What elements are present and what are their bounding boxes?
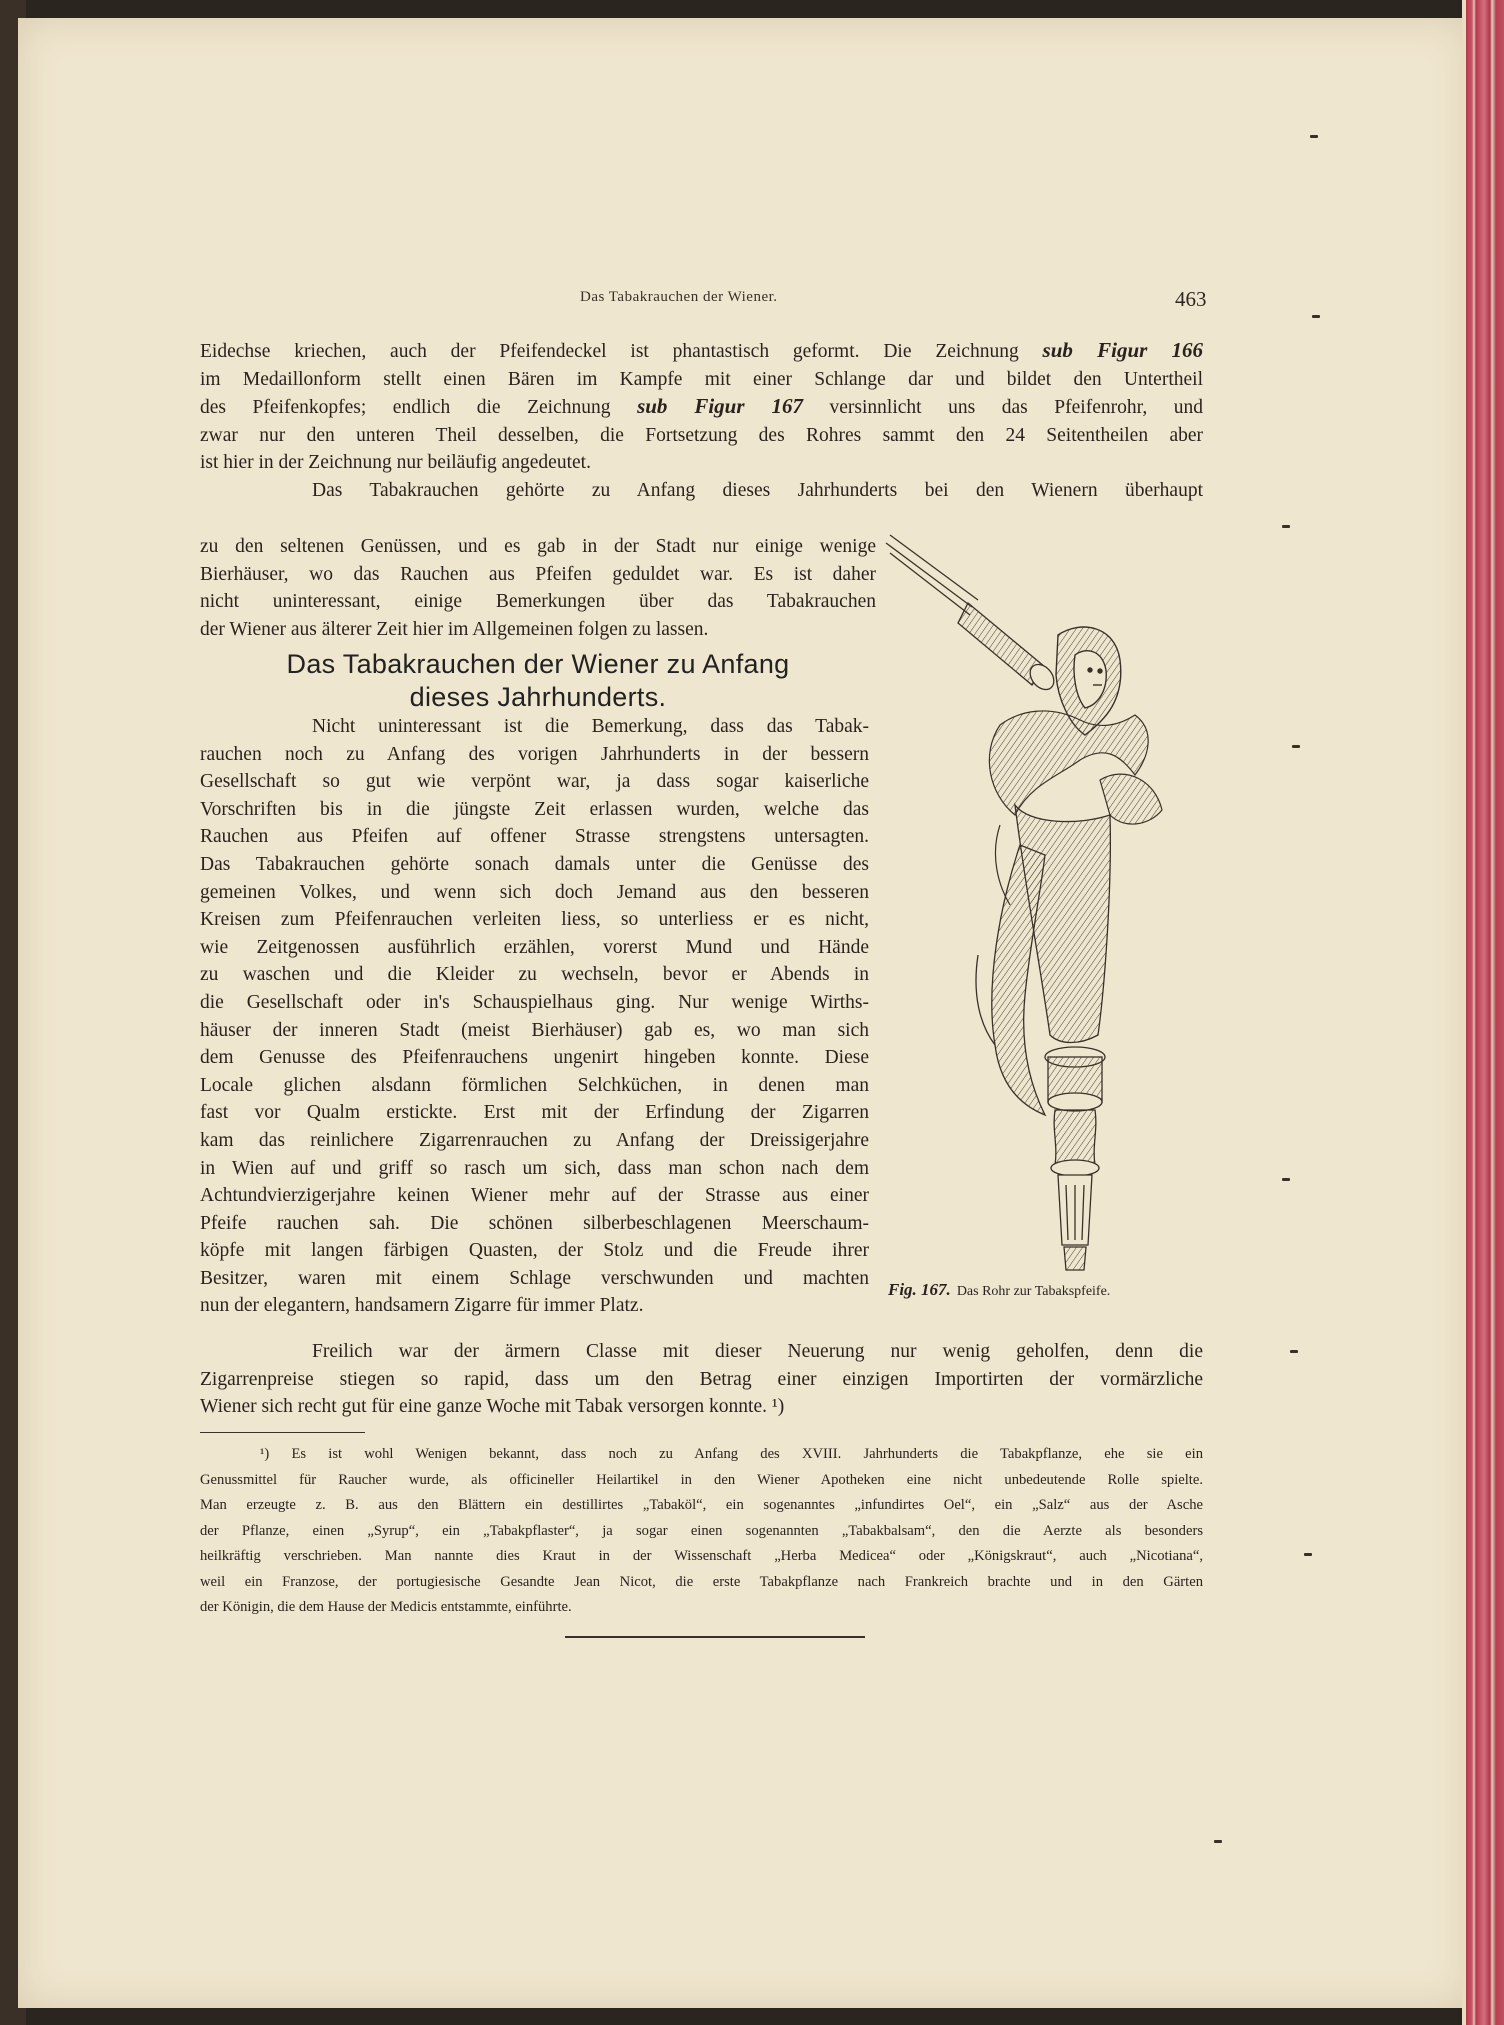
running-head: Das Tabakrauchen der Wiener. [580,289,778,305]
end-rule [565,1636,865,1638]
paragraph-4 [200,1338,1203,1421]
speck [1292,745,1300,748]
text-line: nicht uninteressant, einige Bemerkungen über das Tabakrauchen [200,591,876,613]
text-run: des Pfeifenkopfes; endlich die Zeichnung [200,397,638,419]
heading-line: Das Tabakrauchen der Wiener zu Anfang [286,649,790,679]
text-line: Vorschriften bis in die jüngste Zeit erlassen wurden, welche das [200,798,869,820]
footnote [200,1442,1203,1621]
text-line: Das Tabakrauchen gehörte sonach damals unter die Genüsse des [200,853,869,875]
speck [1282,525,1290,528]
paragraph-1 [200,337,1203,477]
section-heading [200,648,876,714]
paragraph-2-first-line [200,477,1203,505]
footnote-line: weil ein Franzose, der portugiesische Gesandte Jean Nicot, die erste Tabakpflanze nach Frankreich brachte und in den Gärten [200,1573,1203,1590]
text-line: zu waschen und die Kleider zu wechseln, bevor er Abends in [200,964,869,986]
footnote-line: der Pflanze, einen „Syrup“, ein „Tabakpflaster“, ja sogar einen sogenannten „Tabakbalsam“, den die Aerzte als besonders [200,1522,1203,1539]
text-line: Kreisen zum Pfeifenrauchen verleiten liess, so unterliess er es nicht, [200,909,869,931]
text-line: rauchen noch zu Anfang des vorigen Jahrhunderts in der bessern [200,743,869,765]
text-line: gemeinen Volkes, und wenn sich doch Jemand aus den besseren [200,881,869,903]
caption-text: Das Rohr zur Tabakspfeife. [956,1284,1111,1299]
speck [1310,135,1318,138]
text-line: kam das reinlichere Zigarrenrauchen zu Anfang der Dreissigerjahre [200,1129,869,1151]
text-line: Locale glichen alsdann förmlichen Selchküchen, in denen man [200,1074,869,1096]
text-line: Zigarrenpreise stiegen so rapid, dass um den Betrag einer einzigen Importirten der vormärzliche [200,1368,1203,1390]
text-line: häuser der inneren Stadt (meist Bierhäuser) gab es, wo man sich [200,1019,869,1041]
figure-reference: sub Figur 167 [637,394,803,419]
text-line: Gesellschaft so gut wie verpönt war, ja dass sogar kaiserliche [200,771,869,793]
paragraph-3 [200,713,869,1320]
figure-reference: sub Figur 166 [1042,338,1203,362]
text-line: der Wiener aus älterer Zeit hier im Allgemeinen folgen zu lassen. [200,618,709,640]
text-line: nun der elegantern, handsamern Zigarre für immer Platz. [200,1295,644,1317]
text-line: Wiener sich recht gut für eine ganze Woche mit Tabak versorgen konnte. ¹) [200,1396,785,1418]
speck [1304,1553,1312,1556]
footnote-line: der Königin, die dem Hause der Medicis entstammte, einführte. [200,1599,572,1615]
speck [1290,1350,1298,1353]
text-line: zwar nur den unteren Theil desselben, die Fortsetzung des Rohres sammt den 24 Seitentheilen aber [200,424,1203,446]
text-line: köpfe mit langen färbigen Quasten, der Stolz und die Freude ihrer [200,1240,869,1262]
figure-label: Fig. 167. [888,1280,951,1299]
speck [1312,315,1320,318]
footnote-line: ¹) Es ist wohl Wenigen bekannt, dass noch zu Anfang des XVIII. Jahrhunderts die Tabakpflanze, ehe sie ein [260,1446,1203,1462]
text-line: wie Zeitgenossen ausführlich erzählen, vorerst Mund und Hände [200,936,869,958]
text-line: Das Tabakrauchen gehörte zu Anfang dieses Jahrhunderts bei den Wienern überhaupt [312,480,1203,501]
text-line: Besitzer, waren mit einem Schlage verschwunden und machten [200,1267,869,1289]
pipe-stem-drawing [880,525,1200,1285]
footnote-rule [200,1432,365,1433]
text-line: Achtundvierzigerjahre keinen Wiener mehr auf der Strasse aus einer [200,1185,869,1207]
footnote-line: heilkräftig verschrieben. Man nannte dies Kraut in der Wissenschaft „Herba Medicea“ oder „Königskraut“, auch „Nicotiana“, [200,1548,1203,1564]
text-line: Pfeife rauchen sah. Die schönen silberbeschlagenen Meerschaum- [200,1212,869,1234]
footnote-line: Genussmittel für Raucher wurde, als officineller Heilartikel in den Wiener Apotheken eine nicht unbedeutende Rolle spielte. [200,1471,1203,1488]
page-edge-red [1462,0,1504,2025]
speck [1214,1840,1222,1843]
figure-pipe-stem-illustration [880,525,1200,1285]
heading-line: dieses Jahrhunderts. [409,682,667,712]
text-line: dem Genusse des Pfeifenrauchens ungenirt hingeben konnte. Diese [200,1047,869,1069]
speck [1282,1178,1290,1181]
page-number: 463 [1175,287,1207,311]
text-line: Nicht uninteressant ist die Bemerkung, dass das Tabak- [312,716,869,737]
text-line: im Medaillonform stellt einen Bären im Kampfe mit einer Schlange dar und bildet den Untertheil [200,368,1203,390]
text-run: Eidechse kriechen, auch der Pfeifendeckel ist phantastisch geformt. Die Zeichnung [200,341,1043,362]
text-line: zu den seltenen Genüssen, und es gab in der Stadt nur einige wenige [200,536,876,557]
text-line: Rauchen aus Pfeifen auf offener Strasse strengstens untersagten. [200,826,869,848]
text-line: ist hier in der Zeichnung nur beiläufig angedeutet. [200,452,591,474]
paragraph-2 [200,533,876,643]
footnote-line: Man erzeugte z. B. aus den Blättern ein destillirtes „Tabaköl“, ein sogenanntes „infundirtes Oel“, ein „Salz“ aus der Asche [200,1497,1203,1513]
text-line: die Gesellschaft oder in's Schauspielhaus ging. Nur wenige Wirths- [200,991,869,1013]
text-run: versinnlicht uns das Pfeifenrohr, und [802,397,1203,419]
text-line: Bierhäuser, wo das Rauchen aus Pfeifen geduldet war. Es ist daher [200,563,876,585]
figure-caption [888,1280,1198,1302]
text-line: in Wien auf und griff so rasch um sich, dass man schon nach dem [200,1157,869,1179]
text-line: fast vor Qualm erstickte. Erst mit der Erfindung der Zigarren [200,1102,869,1124]
text-line: Freilich war der ärmern Classe mit dieser Neuerung nur wenig geholfen, denn die [312,1341,1203,1362]
